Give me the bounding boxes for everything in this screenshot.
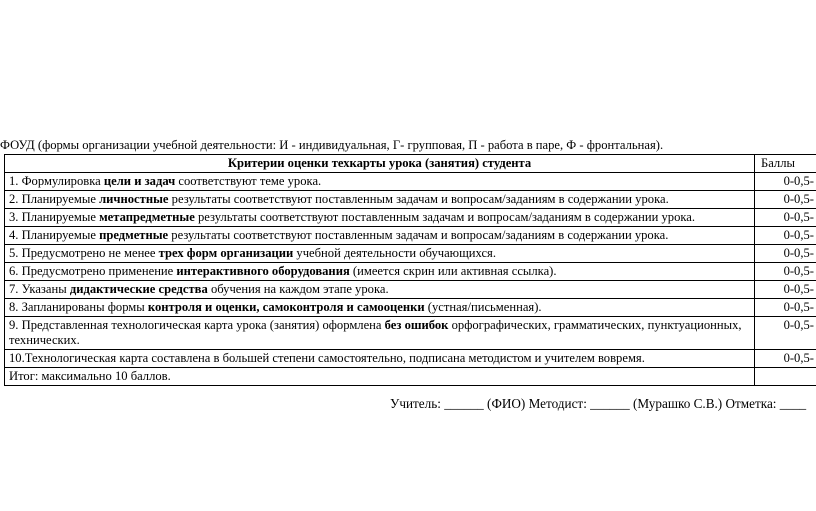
table-row <box>5 263 816 281</box>
criterion-cell: 4. Планируемые предметные результаты соответствуют поставленным задачам и вопросам/заданиям в содержании урока. <box>5 227 755 245</box>
table-row <box>5 209 816 227</box>
total-score-cell <box>755 368 816 386</box>
score-cell: 0-0,5- <box>755 350 816 368</box>
score-cell: 0-0,5- <box>755 281 816 299</box>
criterion-cell: 9. Представленная технологическая карта урока (занятия) оформлена без ошибок орфографических, грамматических, пунктуационных, технических. <box>5 317 755 350</box>
score-cell: 0-0,5- <box>755 209 816 227</box>
table-row <box>5 227 816 245</box>
criterion-cell: 5. Предусмотрено не менее трех форм организации учебной деятельности обучающихся. <box>5 245 755 263</box>
score-cell: 0-0,5- <box>755 191 816 209</box>
table-header-row <box>5 155 816 173</box>
criteria-header: Критерии оценки техкарты урока (занятия) студента <box>5 155 755 173</box>
total-row <box>5 368 816 386</box>
criterion-cell: 7. Указаны дидактические средства обучения на каждом этапе урока. <box>5 281 755 299</box>
score-cell: 0-0,5- <box>755 263 816 281</box>
criterion-cell: 2. Планируемые личностные результаты соответствуют поставленным задачам и вопросам/заданиям в содержании урока. <box>5 191 755 209</box>
table-row <box>5 281 816 299</box>
total-label: Итог: максимально 10 баллов. <box>5 368 755 386</box>
table-row <box>5 350 816 368</box>
score-cell: 0-0,5- <box>755 317 816 350</box>
criterion-cell: 10.Технологическая карта составлена в большей степени самостоятельно, подписана методистом и учителем вовремя. <box>5 350 755 368</box>
criterion-cell: 1. Формулировка цели и задач соответствуют теме урока. <box>5 173 755 191</box>
table-row <box>5 173 816 191</box>
signature-line: Учитель: ______ (ФИО) Методист: ______ (Мурашко С.В.) Отметка: ____ <box>390 396 807 411</box>
table-row <box>5 299 816 317</box>
criteria-table <box>4 154 816 386</box>
criterion-cell: 8. Запланированы формы контроля и оценки, самоконтроля и самооценки (устная/письменная). <box>5 299 755 317</box>
table-row <box>5 245 816 263</box>
score-cell: 0-0,5- <box>755 299 816 317</box>
forms-legend: ФОУД (формы организации учебной деятельности: И - индивидуальная, Г- групповая, П - работа в паре, Ф - фронтальная). <box>0 138 664 152</box>
score-cell: 0-0,5- <box>755 227 816 245</box>
criterion-cell: 6. Предусмотрено применение интерактивного оборудования (имеется скрин или активная ссылка). <box>5 263 755 281</box>
score-cell: 0-0,5- <box>755 245 816 263</box>
score-header: Баллы <box>755 155 816 173</box>
table-row <box>5 191 816 209</box>
criterion-cell: 3. Планируемые метапредметные результаты соответствуют поставленным задачам и вопросам/заданиям в содержании урока. <box>5 209 755 227</box>
table-row <box>5 317 816 350</box>
score-cell: 0-0,5- <box>755 173 816 191</box>
